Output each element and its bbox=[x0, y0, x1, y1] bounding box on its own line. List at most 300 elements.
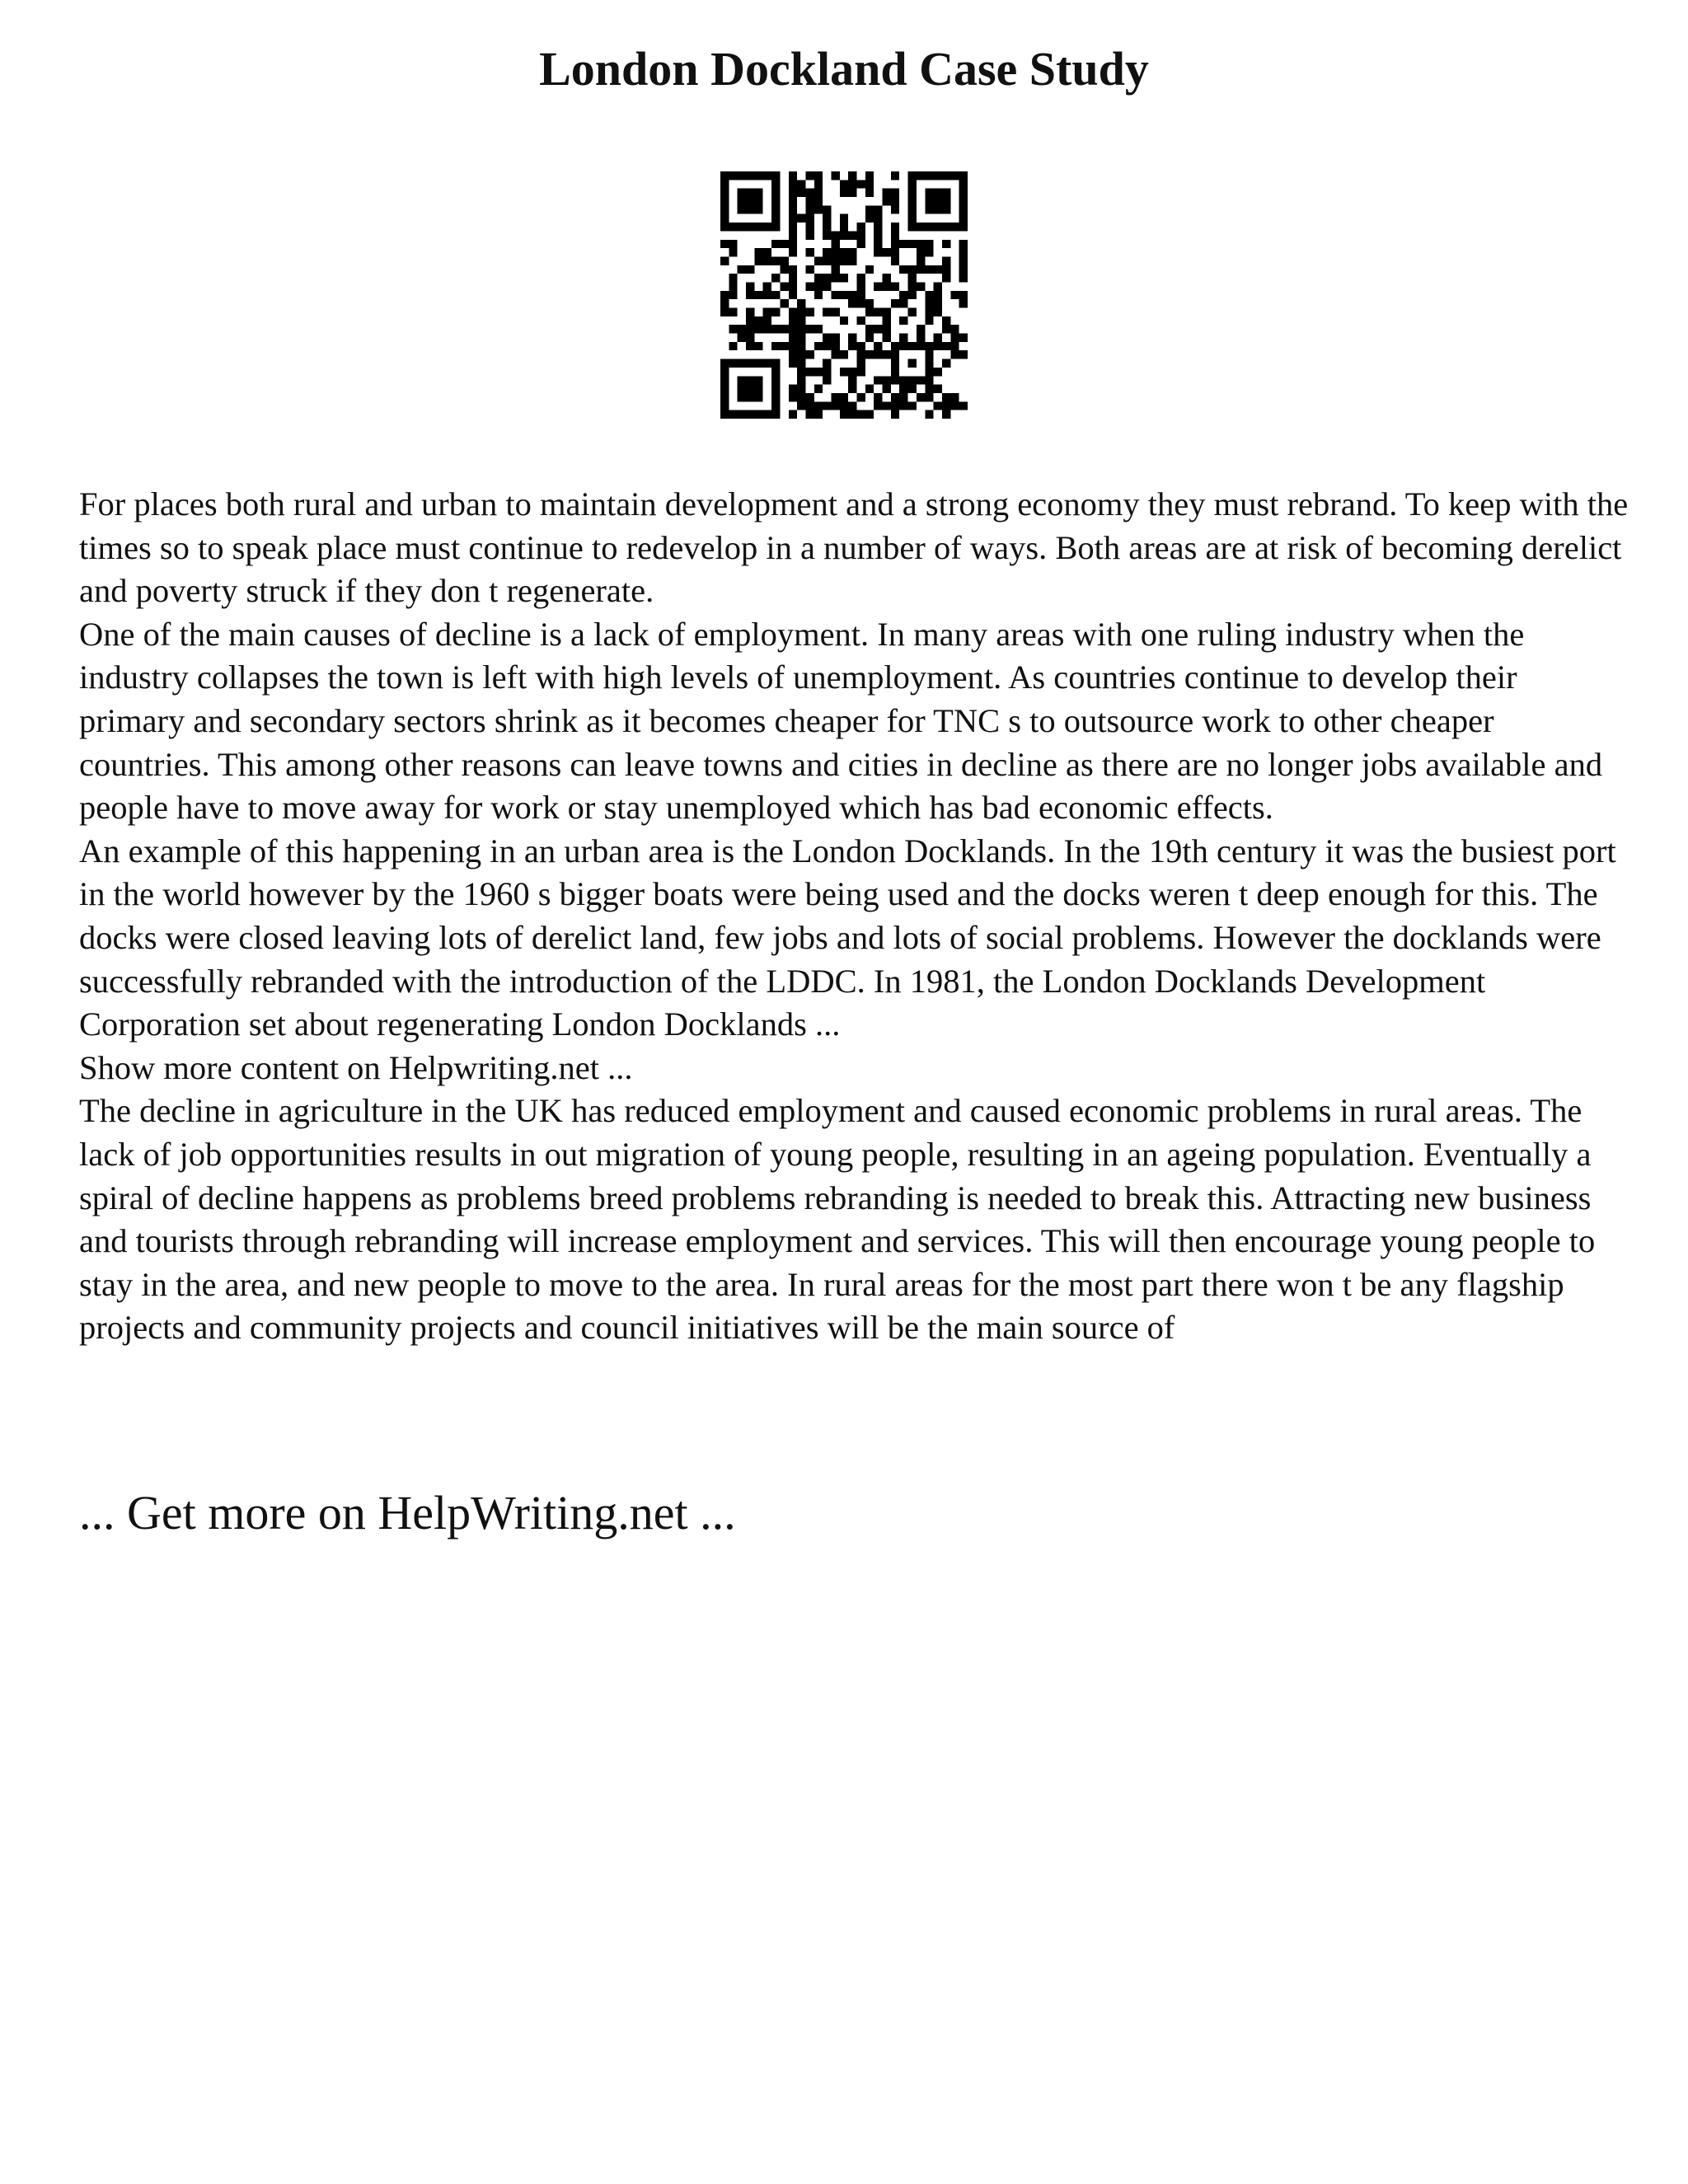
qr-module bbox=[754, 376, 762, 384]
qr-module bbox=[814, 189, 823, 197]
qr-module bbox=[848, 334, 856, 342]
qr-module bbox=[959, 401, 968, 410]
qr-module bbox=[771, 205, 780, 213]
qr-module bbox=[771, 240, 780, 248]
qr-module bbox=[917, 256, 925, 265]
qr-module bbox=[874, 342, 882, 350]
qr-module bbox=[848, 342, 856, 350]
qr-module bbox=[738, 265, 746, 274]
qr-module bbox=[729, 308, 737, 316]
qr-module bbox=[891, 231, 899, 239]
qr-module bbox=[831, 308, 839, 316]
qr-module bbox=[771, 214, 780, 223]
qr-module bbox=[899, 334, 907, 342]
qr-module bbox=[942, 401, 950, 410]
qr-module bbox=[934, 282, 942, 290]
qr-module bbox=[925, 316, 933, 325]
qr-module bbox=[891, 368, 899, 376]
qr-module bbox=[831, 256, 839, 265]
qr-module bbox=[729, 342, 737, 350]
qr-module bbox=[857, 316, 865, 325]
qr-module bbox=[729, 359, 737, 368]
qr-module bbox=[848, 291, 856, 299]
qr-module bbox=[763, 308, 771, 316]
qr-module bbox=[729, 223, 737, 231]
qr-module bbox=[950, 171, 959, 180]
qr-module bbox=[925, 240, 933, 248]
qr-module bbox=[942, 256, 950, 265]
qr-module bbox=[720, 291, 729, 299]
get-more-link[interactable]: ... Get more on HelpWriting.net ... bbox=[79, 1486, 736, 1540]
qr-module bbox=[865, 308, 874, 316]
qr-module bbox=[746, 189, 754, 197]
qr-module bbox=[823, 376, 831, 384]
qr-module bbox=[780, 325, 788, 333]
qr-module bbox=[917, 325, 925, 333]
qr-module bbox=[720, 393, 729, 401]
qr-module bbox=[805, 393, 814, 401]
qr-module bbox=[865, 214, 874, 223]
qr-module bbox=[797, 180, 805, 188]
qr-module bbox=[883, 248, 891, 256]
qr-module bbox=[746, 265, 754, 274]
qr-module bbox=[959, 240, 968, 248]
qr-module bbox=[874, 248, 882, 256]
qr-module bbox=[874, 393, 882, 401]
qr-module bbox=[771, 325, 780, 333]
qr-module bbox=[789, 189, 797, 197]
qr-module bbox=[729, 282, 737, 290]
paragraph-rural-decline: The decline in agriculture in the UK has reduced employment and caused economic problems in rural areas. The lack of job opportunities results in out migration of young people, resulting in an ageing population. Eventually a spiral of decline happens as problems breed problems rebranding is needed to break this. Attracting new business and tourists through rebranding will increase employment and services. This will then encourage young people to stay in the area, and new people to move to the area. In rural areas for the most part there won t be any flagship projects and community projects and council initiatives will be the main source of bbox=[79, 1092, 1596, 1347]
qr-module bbox=[805, 189, 814, 197]
qr-module bbox=[950, 334, 959, 342]
qr-module bbox=[942, 359, 950, 368]
qr-module bbox=[925, 205, 933, 213]
qr-module bbox=[891, 171, 899, 180]
qr-module bbox=[917, 393, 925, 401]
qr-module bbox=[908, 265, 917, 274]
qr-module bbox=[746, 205, 754, 213]
qr-module bbox=[848, 410, 856, 419]
qr-module bbox=[934, 189, 942, 197]
qr-module bbox=[814, 291, 823, 299]
qr-module bbox=[763, 359, 771, 368]
qr-module bbox=[763, 171, 771, 180]
qr-module bbox=[908, 197, 917, 205]
qr-module bbox=[797, 334, 805, 342]
qr-module bbox=[934, 401, 942, 410]
qr-module bbox=[908, 308, 917, 316]
qr-module bbox=[848, 171, 856, 180]
qr-module bbox=[942, 342, 950, 350]
qr-module bbox=[805, 410, 814, 419]
qr-module bbox=[865, 205, 874, 213]
qr-module bbox=[925, 248, 933, 256]
qr-module bbox=[797, 393, 805, 401]
qr-module bbox=[874, 350, 882, 359]
qr-module bbox=[823, 401, 831, 410]
qr-module bbox=[942, 393, 950, 401]
qr-module bbox=[883, 376, 891, 384]
qr-module bbox=[959, 214, 968, 223]
qr-module bbox=[925, 393, 933, 401]
show-more-text: Show more content on Helpwriting.net ... bbox=[79, 1048, 633, 1086]
qr-module bbox=[771, 410, 780, 419]
qr-module bbox=[840, 223, 848, 231]
qr-module bbox=[857, 410, 865, 419]
qr-module bbox=[840, 256, 848, 265]
qr-module bbox=[917, 240, 925, 248]
qr-module bbox=[771, 359, 780, 368]
qr-module bbox=[720, 359, 729, 368]
qr-module bbox=[797, 350, 805, 359]
qr-module bbox=[840, 401, 848, 410]
qr-module bbox=[942, 197, 950, 205]
qr-module bbox=[720, 368, 729, 376]
qr-module bbox=[883, 385, 891, 393]
qr-module bbox=[797, 189, 805, 197]
qr-module bbox=[942, 223, 950, 231]
qr-module bbox=[857, 240, 865, 248]
qr-module bbox=[950, 342, 959, 350]
qr-module bbox=[874, 223, 882, 231]
qr-module bbox=[908, 180, 917, 188]
qr-module bbox=[865, 171, 874, 180]
qr-module bbox=[925, 291, 933, 299]
qr-module bbox=[754, 316, 762, 325]
qr-module bbox=[925, 299, 933, 307]
qr-module bbox=[754, 171, 762, 180]
qr-module bbox=[908, 282, 917, 290]
qr-module bbox=[840, 189, 848, 197]
qr-module bbox=[874, 282, 882, 290]
qr-module bbox=[899, 376, 907, 384]
qr-module bbox=[797, 299, 805, 307]
qr-module bbox=[780, 299, 788, 307]
qr-module bbox=[883, 350, 891, 359]
qr-module bbox=[823, 231, 831, 239]
qr-module bbox=[771, 401, 780, 410]
qr-module bbox=[823, 308, 831, 316]
qr-module bbox=[720, 223, 729, 231]
qr-module bbox=[814, 256, 823, 265]
qr-module bbox=[746, 171, 754, 180]
qr-module bbox=[814, 197, 823, 205]
qr-module bbox=[831, 171, 839, 180]
qr-module bbox=[917, 376, 925, 384]
qr-module bbox=[959, 189, 968, 197]
qr-module bbox=[797, 325, 805, 333]
qr-module bbox=[746, 316, 754, 325]
qr-module bbox=[720, 180, 729, 188]
qr-module bbox=[925, 385, 933, 393]
qr-module bbox=[908, 205, 917, 213]
qr-module bbox=[789, 325, 797, 333]
qr-module bbox=[720, 214, 729, 223]
qr-module bbox=[925, 376, 933, 384]
qr-module bbox=[789, 350, 797, 359]
qr-module bbox=[805, 401, 814, 410]
qr-module bbox=[754, 248, 762, 256]
qr-module bbox=[942, 274, 950, 282]
qr-module bbox=[720, 308, 729, 316]
qr-module bbox=[746, 325, 754, 333]
qr-module bbox=[771, 189, 780, 197]
qr-module bbox=[771, 393, 780, 401]
qr-module bbox=[908, 223, 917, 231]
qr-module bbox=[865, 189, 874, 197]
qr-module bbox=[797, 342, 805, 350]
qr-module bbox=[891, 410, 899, 419]
qr-module bbox=[874, 205, 882, 213]
qr-module bbox=[814, 205, 823, 213]
qr-module bbox=[883, 334, 891, 342]
qr-module bbox=[831, 274, 839, 282]
qr-module bbox=[908, 274, 917, 282]
qr-module bbox=[950, 350, 959, 359]
qr-module bbox=[925, 359, 933, 368]
qr-module bbox=[746, 376, 754, 384]
qr-module bbox=[823, 359, 831, 368]
qr-module bbox=[823, 223, 831, 231]
qr-module bbox=[950, 401, 959, 410]
qr-module bbox=[848, 189, 856, 197]
qr-module bbox=[857, 350, 865, 359]
qr-module bbox=[950, 291, 959, 299]
qr-module bbox=[891, 248, 899, 256]
qr-module bbox=[908, 189, 917, 197]
qr-module bbox=[746, 342, 754, 350]
qr-module bbox=[823, 282, 831, 290]
qr-module bbox=[959, 180, 968, 188]
qr-module bbox=[917, 282, 925, 290]
qr-module bbox=[763, 291, 771, 299]
qr-module bbox=[738, 205, 746, 213]
qr-module bbox=[729, 171, 737, 180]
qr-module bbox=[789, 240, 797, 248]
qr-module bbox=[865, 410, 874, 419]
qr-module bbox=[754, 256, 762, 265]
qr-module bbox=[780, 256, 788, 265]
qr-module bbox=[899, 240, 907, 248]
qr-module bbox=[831, 291, 839, 299]
qr-module bbox=[917, 265, 925, 274]
qr-module bbox=[848, 401, 856, 410]
qr-module bbox=[925, 223, 933, 231]
qr-module bbox=[789, 197, 797, 205]
qr-module bbox=[746, 223, 754, 231]
qr-module bbox=[754, 291, 762, 299]
paragraph-intro: For places both rural and urban to maintain development and a strong economy they must rebrand. To keep with the times so to speak place must continue to redevelop in a number of ways. Both areas are at risk of becoming derelict and poverty struck if they don t regenerate. bbox=[79, 485, 1629, 610]
qr-module bbox=[917, 171, 925, 180]
qr-module bbox=[925, 342, 933, 350]
qr-module bbox=[857, 393, 865, 401]
qr-module bbox=[738, 334, 746, 342]
qr-module bbox=[891, 197, 899, 205]
qr-module bbox=[720, 401, 729, 410]
qr-module bbox=[865, 385, 874, 393]
qr-module bbox=[754, 325, 762, 333]
qr-module bbox=[942, 265, 950, 274]
qr-module bbox=[754, 342, 762, 350]
qr-module bbox=[789, 282, 797, 290]
qr-module bbox=[746, 410, 754, 419]
qr-module bbox=[934, 223, 942, 231]
qr-module bbox=[831, 350, 839, 359]
qr-module bbox=[771, 274, 780, 282]
qr-module bbox=[720, 376, 729, 384]
qr-module bbox=[823, 368, 831, 376]
qr-module bbox=[874, 376, 882, 384]
qr-module bbox=[857, 274, 865, 282]
qr-module bbox=[805, 231, 814, 239]
qr-module bbox=[959, 171, 968, 180]
qr-module bbox=[934, 334, 942, 342]
qr-module bbox=[865, 334, 874, 342]
qr-module bbox=[934, 197, 942, 205]
qr-module bbox=[738, 410, 746, 419]
qr-module bbox=[934, 308, 942, 316]
qr-module bbox=[738, 385, 746, 393]
qr-module bbox=[738, 171, 746, 180]
qr-module bbox=[950, 325, 959, 333]
qr-module bbox=[883, 197, 891, 205]
qr-module bbox=[797, 385, 805, 393]
qr-module bbox=[814, 410, 823, 419]
qr-module bbox=[729, 325, 737, 333]
qr-module bbox=[891, 393, 899, 401]
qr-module bbox=[840, 214, 848, 223]
qr-module bbox=[865, 299, 874, 307]
qr-module bbox=[746, 334, 754, 342]
qr-module bbox=[823, 214, 831, 223]
qr-module bbox=[823, 342, 831, 350]
qr-module bbox=[746, 291, 754, 299]
qr-module bbox=[840, 248, 848, 256]
qr-module bbox=[771, 256, 780, 265]
qr-module bbox=[738, 359, 746, 368]
qr-module bbox=[797, 376, 805, 384]
qr-module bbox=[805, 223, 814, 231]
qr-module bbox=[754, 393, 762, 401]
qr-module bbox=[950, 223, 959, 231]
qr-module bbox=[959, 223, 968, 231]
qr-module bbox=[883, 189, 891, 197]
qr-module bbox=[891, 282, 899, 290]
qr-module bbox=[874, 325, 882, 333]
qr-module bbox=[789, 274, 797, 282]
qr-module bbox=[814, 401, 823, 410]
qr-module bbox=[831, 334, 839, 342]
qr-module bbox=[917, 342, 925, 350]
qr-module bbox=[857, 282, 865, 290]
qr-module bbox=[814, 342, 823, 350]
qr-module bbox=[789, 248, 797, 256]
qr-module bbox=[925, 197, 933, 205]
qr-module bbox=[891, 359, 899, 368]
qr-module bbox=[771, 368, 780, 376]
qr-module bbox=[891, 342, 899, 350]
qr-module bbox=[780, 240, 788, 248]
qr-module bbox=[865, 350, 874, 359]
qr-module bbox=[789, 214, 797, 223]
qr-module bbox=[908, 376, 917, 384]
qr-module bbox=[771, 197, 780, 205]
qr-module bbox=[754, 189, 762, 197]
qr-module bbox=[789, 171, 797, 180]
qr-module bbox=[865, 265, 874, 274]
qr-module bbox=[805, 368, 814, 376]
qr-module bbox=[814, 385, 823, 393]
qr-module bbox=[797, 316, 805, 325]
qr-module bbox=[874, 231, 882, 239]
qr-module bbox=[754, 197, 762, 205]
qr-module bbox=[934, 368, 942, 376]
qr-module bbox=[883, 401, 891, 410]
qr-module bbox=[908, 342, 917, 350]
qr-module bbox=[848, 376, 856, 384]
qr-module bbox=[899, 265, 907, 274]
paragraph-docklands-example: An example of this happening in an urban area is the London Docklands. In the 19th century it was the busiest port in the world however by the 1960 s bigger boats were being used and the docks weren t deep enough for this. The docks were closed leaving lots of derelict land, few jobs and lots of social problems. However the docklands were successfully rebranded with the introduction of the LDDC. In 1981, the London Docklands Development Corporation set about regenerating London Docklands ... bbox=[79, 832, 1616, 1043]
qr-module bbox=[823, 334, 831, 342]
qr-module bbox=[771, 342, 780, 350]
qr-code-graphic bbox=[720, 171, 968, 419]
qr-module bbox=[883, 282, 891, 290]
qr-module bbox=[899, 342, 907, 350]
qr-module bbox=[942, 240, 950, 248]
qr-module bbox=[789, 180, 797, 188]
qr-module bbox=[789, 231, 797, 239]
qr-module bbox=[789, 410, 797, 419]
qr-module bbox=[831, 265, 839, 274]
qr-module bbox=[763, 316, 771, 325]
qr-module bbox=[738, 393, 746, 401]
qr-module bbox=[789, 385, 797, 393]
qr-module bbox=[754, 410, 762, 419]
qr-module bbox=[754, 359, 762, 368]
qr-module bbox=[738, 223, 746, 231]
qr-module bbox=[848, 385, 856, 393]
qr-module bbox=[805, 171, 814, 180]
qr-module bbox=[840, 316, 848, 325]
qr-module bbox=[874, 308, 882, 316]
qr-module bbox=[789, 334, 797, 342]
qr-module bbox=[934, 265, 942, 274]
qr-module bbox=[959, 205, 968, 213]
qr-module bbox=[925, 171, 933, 180]
qr-module bbox=[908, 359, 917, 368]
qr-module bbox=[780, 282, 788, 290]
qr-module bbox=[840, 368, 848, 376]
qr-module bbox=[934, 299, 942, 307]
qr-module bbox=[934, 291, 942, 299]
qr-module bbox=[738, 376, 746, 384]
qr-module bbox=[899, 316, 907, 325]
qr-module bbox=[814, 325, 823, 333]
qr-module bbox=[934, 171, 942, 180]
qr-module bbox=[729, 291, 737, 299]
qr-module bbox=[840, 410, 848, 419]
qr-module bbox=[840, 393, 848, 401]
qr-module bbox=[840, 180, 848, 188]
qr-module bbox=[942, 316, 950, 325]
qr-module bbox=[959, 256, 968, 265]
qr-module bbox=[891, 205, 899, 213]
qr-module bbox=[908, 240, 917, 248]
qr-module bbox=[720, 256, 729, 265]
qr-module bbox=[746, 282, 754, 290]
qr-module bbox=[925, 368, 933, 376]
